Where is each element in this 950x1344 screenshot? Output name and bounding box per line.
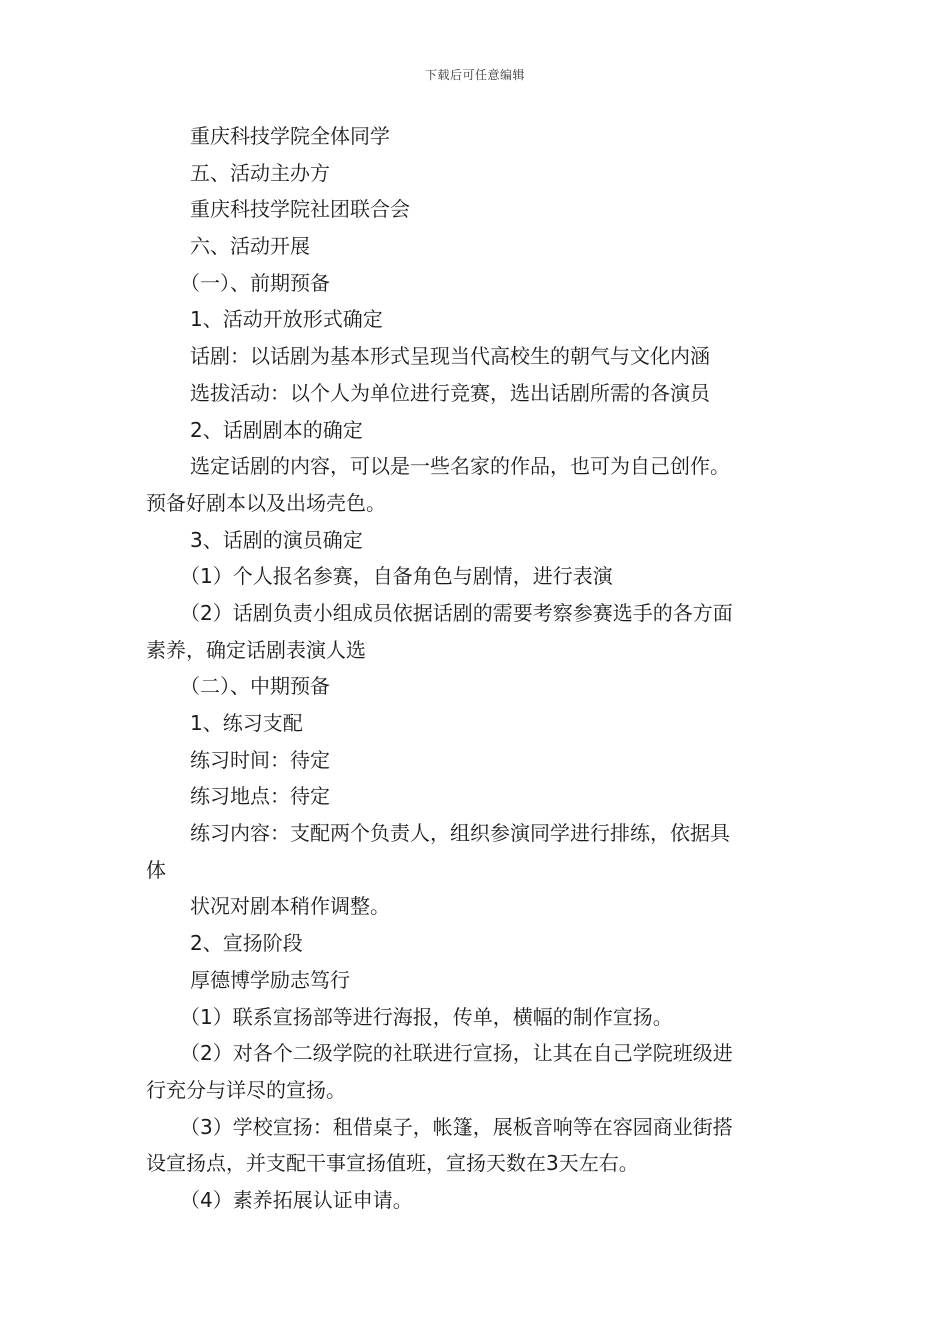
document-line: 2、话剧剧本的确定 <box>190 417 363 442</box>
document-line: （3）学校宣扬：租借桌子，帐篷，展板音响等在容园商业街搭 <box>180 1114 733 1139</box>
document-line: 预备好剧本以及出场壳色。 <box>146 490 386 515</box>
document-line: （4）素养拓展认证申请。 <box>180 1187 413 1212</box>
page-header: 下载后可任意编辑 <box>424 68 525 82</box>
document-line: 练习时间：待定 <box>190 747 330 772</box>
document-line: 练习地点：待定 <box>190 784 330 809</box>
document-body <box>146 118 810 1219</box>
document-line: 厚德博学励志笃行 <box>190 967 350 992</box>
document-line: 六、活动开展 <box>190 234 310 259</box>
document-line: 体 <box>146 857 166 882</box>
document-line: 重庆科技学院全体同学 <box>190 124 390 148</box>
document-line: 3、话剧的演员确定 <box>190 527 363 552</box>
document-line: （2）话剧负责小组成员依据话剧的需要考察参赛选手的各方面 <box>180 600 733 625</box>
document-line: （2）对各个二级学院的社联进行宣扬，让其在自己学院班级进 <box>180 1041 733 1066</box>
document-line: （二）、中期预备 <box>180 674 330 699</box>
document-line: （1）个人报名参赛，自备角色与剧情，进行表演 <box>180 564 613 589</box>
document-line: 行充分与详尽的宣扬。 <box>146 1077 346 1102</box>
document-line: 1、练习支配 <box>190 711 303 735</box>
document-line: 练习内容：支配两个负责人，组织参演同学进行排练，依据具 <box>190 821 730 846</box>
document-line: （一）、前期预备 <box>180 270 330 295</box>
document-line: 选定话剧的内容，可以是一些名家的作品，也可为自己创作。 <box>190 454 730 479</box>
document-line: 重庆科技学院社团联合会 <box>190 197 410 222</box>
document-line: 状况对剧本稍作调整。 <box>190 894 390 919</box>
document-line: 五、活动主办方 <box>190 160 330 185</box>
document-line: （1）联系宣扬部等进行海报，传单，横幅的制作宣扬。 <box>180 1004 673 1029</box>
document-line: 话剧：以话剧为基本形式呈现当代高校生的朝气与文化内涵 <box>190 344 710 369</box>
document-line: 素养，确定话剧表演人选 <box>146 637 366 662</box>
document-line: 设宣扬点，并支配干事宣扬值班，宣扬天数在3天左右。 <box>146 1151 639 1176</box>
document-line: 选拔活动：以个人为单位进行竞赛，选出话剧所需的各演员 <box>190 380 710 405</box>
document-line: 1、活动开放形式确定 <box>190 307 383 332</box>
document-line: 2、宣扬阶段 <box>190 931 303 956</box>
